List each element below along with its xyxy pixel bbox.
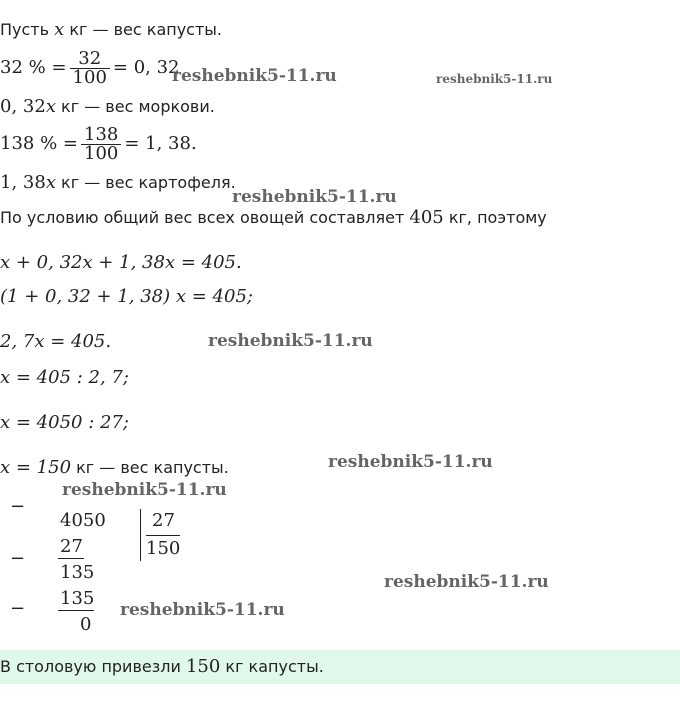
math: 150 xyxy=(185,656,221,677)
math: 32 % = xyxy=(0,57,67,78)
math-line-4 xyxy=(0,124,197,164)
math-line-2 xyxy=(0,48,180,88)
text-line-6 xyxy=(0,207,547,229)
text: Пусть xyxy=(0,20,55,39)
text-line-5 xyxy=(0,172,236,194)
watermark: reshebnik5-11.ru xyxy=(120,600,285,620)
numerator: 138 xyxy=(81,126,121,145)
text: В столовую привезли xyxy=(0,657,186,676)
math-var: x xyxy=(54,19,65,40)
text: кг — вес моркови. xyxy=(55,97,215,116)
text-line-12 xyxy=(0,457,229,479)
divisor: 27 xyxy=(152,510,175,531)
equation-4: x = 405 : 2, 7; xyxy=(0,367,129,388)
equation-2: (1 + 0, 32 + 1, 38) x = 405; xyxy=(0,286,253,307)
watermark: reshebnik5-11.ru xyxy=(232,187,397,207)
minus-sign: − xyxy=(10,548,26,569)
division-bar xyxy=(140,509,141,561)
denominator: 100 xyxy=(72,67,107,88)
equation-1: x + 0, 32x + 1, 38x = 405. xyxy=(0,252,242,273)
math: = 0, 32 xyxy=(112,57,180,78)
text: По условию общий вес всех овощей составляет xyxy=(0,208,410,227)
step1-subtrahend: 27 xyxy=(60,536,83,557)
watermark: reshebnik5-11.ru xyxy=(384,572,549,592)
watermark: reshebnik5-11.ru xyxy=(62,480,227,500)
math: 0, 32 xyxy=(0,96,46,117)
math: 1, 38 xyxy=(0,172,46,193)
step2-remainder: 0 xyxy=(80,614,92,635)
denominator: 100 xyxy=(84,143,119,164)
equation-3: 2, 7x = 405. xyxy=(0,331,112,352)
step1-line xyxy=(58,558,84,559)
text: кг — вес картофеля. xyxy=(55,173,236,192)
text: кг капусты. xyxy=(220,657,324,676)
step1-remainder: 135 xyxy=(60,562,95,583)
watermark: reshebnik5-11.ru xyxy=(328,452,493,472)
watermark: reshebnik5-11.ru xyxy=(172,66,337,86)
watermark: reshebnik5-11.ru xyxy=(208,331,373,351)
text-line-1 xyxy=(0,19,222,41)
divisor-line xyxy=(146,535,180,536)
math: 138 % = xyxy=(0,133,78,154)
numerator: 32 xyxy=(70,50,110,69)
watermark: reshebnik5-11.ru xyxy=(436,72,553,86)
text: кг — вес капусты. xyxy=(64,20,223,39)
step2-line xyxy=(58,610,94,611)
fraction xyxy=(70,50,110,87)
math-var: x xyxy=(45,96,56,117)
dividend: 4050 xyxy=(60,510,106,531)
text: кг, поэтому xyxy=(443,208,547,227)
minus-sign: − xyxy=(10,496,26,517)
math: x = 150 xyxy=(0,457,72,478)
quotient: 150 xyxy=(146,538,181,559)
answer-banner xyxy=(0,650,680,684)
text: кг — вес капусты. xyxy=(71,458,229,477)
text-line-3 xyxy=(0,96,215,118)
minus-sign: − xyxy=(10,598,26,619)
math-var: x xyxy=(45,172,56,193)
step2-subtrahend: 135 xyxy=(60,588,95,609)
equation-5: x = 4050 : 27; xyxy=(0,412,129,433)
math: = 1, 38. xyxy=(124,133,197,154)
math: 405 xyxy=(409,207,444,228)
fraction xyxy=(81,126,121,163)
